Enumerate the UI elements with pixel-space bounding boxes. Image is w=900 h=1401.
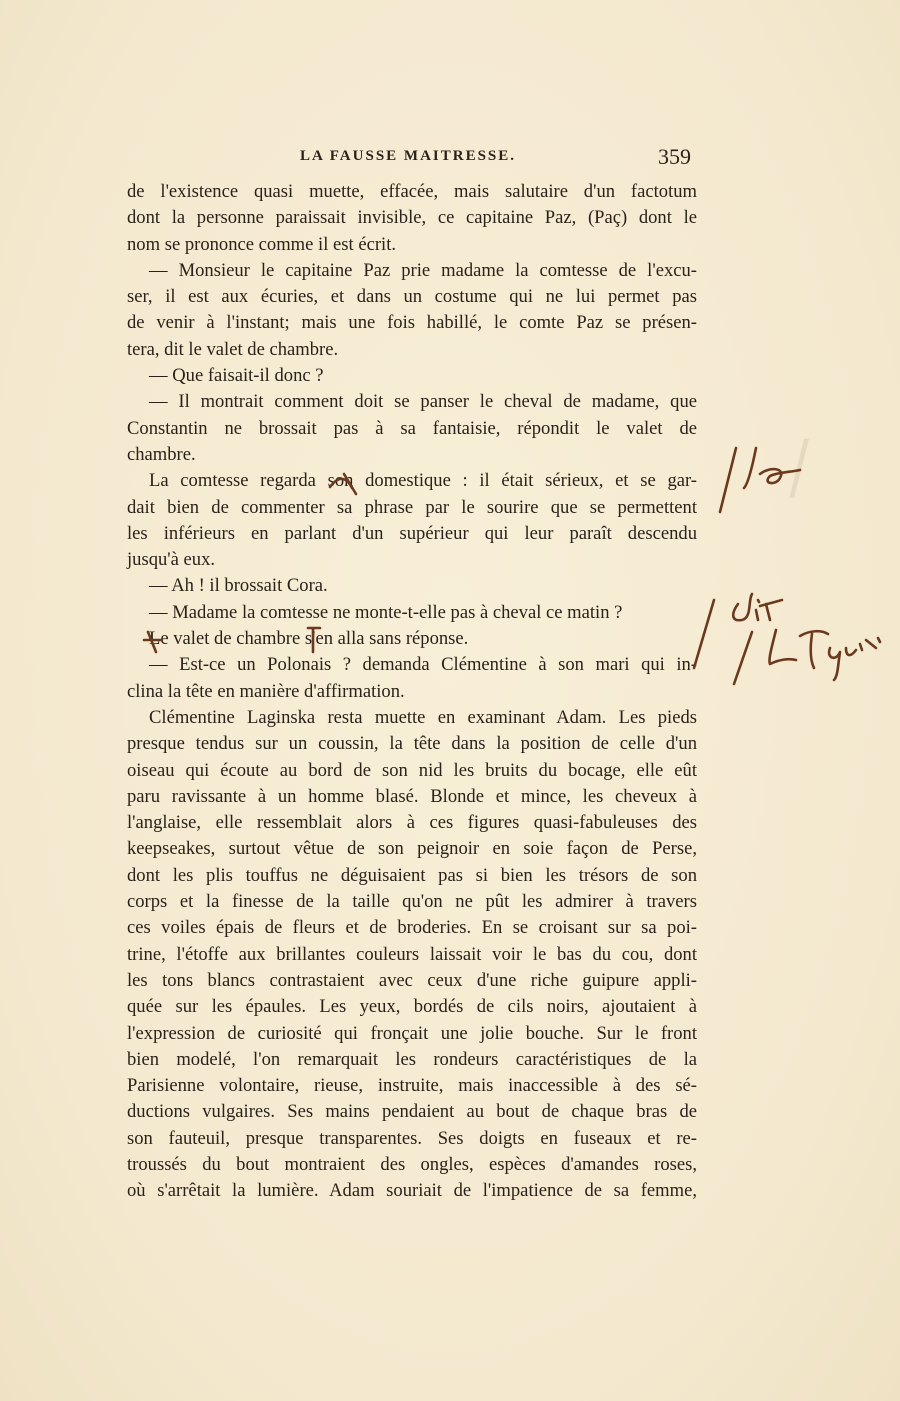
text-line: ser, il est aux écuries, et dans un costume qui ne lui permet pas	[127, 286, 697, 308]
text-line: chambre.	[127, 443, 196, 465]
text-line: oiseau qui écoute au bord de son nid les bruits du bocage, elle eût	[127, 759, 697, 781]
text-line: de venir à l'instant; mais une fois habillé, le comte Paz se présen-	[127, 312, 697, 334]
body-text	[127, 179, 697, 1205]
text-line: — Il montrait comment doit se panser le cheval de madame, que	[149, 391, 697, 413]
text-line: quée sur les épaules. Les yeux, bordés de cils noirs, ajoutaient à	[127, 996, 697, 1018]
text-line: Le valet de chambre s'en alla sans réponse.	[149, 628, 469, 650]
text-line: Constantin ne brossait pas à sa fantaisie, répondit le valet de	[127, 417, 697, 439]
text-line: les inférieurs en parlant d'un supérieur qui leur paraît descendu	[127, 522, 697, 544]
text-line: les tons blancs contrastaient avec ceux d'une riche guipure appli-	[127, 969, 697, 991]
text-line: bien modelé, l'on remarquait les rondeurs caractéristiques de la	[127, 1048, 697, 1070]
text-line: La comtesse regarda son domestique : il était sérieux, et se gar-	[149, 470, 697, 492]
text-line: nom se prononce comme il est écrit.	[127, 233, 397, 255]
text-line: clina la tête en manière d'affirmation.	[127, 680, 405, 702]
text-line: de l'existence quasi muette, effacée, mais salutaire d'un factotum	[127, 181, 697, 202]
text-line: l'expression de curiosité qui fronçait une jolie bouche. Sur le front	[127, 1022, 697, 1044]
text-line: tera, dit le valet de chambre.	[127, 338, 339, 360]
text-line: — Ah ! il brossait Cora.	[149, 575, 328, 597]
text-line: Parisienne volontaire, rieuse, instruite, mais inaccessible à des sé-	[127, 1075, 697, 1097]
text-line: presque tendus sur un coussin, la tête dans la position de celle d'un	[127, 733, 697, 755]
text-line: keepseakes, surtout vêtue de son peignoir en soie façon de Perse,	[127, 838, 697, 860]
text-line: l'anglaise, elle ressemblait alors à ces figures quasi-fabuleuses des	[127, 812, 697, 834]
text-line: — Que faisait-il donc ?	[149, 365, 324, 387]
running-title: LA FAUSSE MAITRESSE.	[300, 148, 517, 164]
text-line: ces voiles épais de fleurs et de broderies. En se croisant sur sa poi-	[127, 917, 697, 939]
text-line: dait bien de commenter sa phrase par le sourire que se permettent	[127, 496, 697, 518]
margin-note-dit	[694, 594, 782, 668]
page-number: 359	[658, 144, 691, 169]
text-line: paru ravissante à un homme blasé. Blonde et mince, les cheveux à	[127, 785, 697, 807]
text-line: ductions vulgaires. Ses mains pendaient au bout de chaque bras de	[127, 1101, 697, 1123]
text-line: où s'arrêtait la lumière. Adam souriait de l'impatience de sa femme,	[127, 1180, 697, 1202]
text-line: jusqu'à eux.	[127, 549, 216, 571]
text-line: corps et la finesse de la taille qu'on ne pût les admirer à travers	[127, 891, 697, 913]
text-line: — Est-ce un Polonais ? demanda Clémentine à son mari qui in-	[149, 654, 697, 676]
margin-note-le-t-qui	[734, 630, 880, 684]
text-line: Clémentine Laginska resta muette en examinant Adam. Les pieds	[149, 706, 697, 728]
text-line: son fauteuil, presque transparentes. Ses doigts en fuseaux et re-	[127, 1127, 697, 1149]
text-line: troussés du bout montraient des ongles, espèces d'amandes roses,	[127, 1153, 697, 1175]
text-line: — Madame la comtesse ne monte-t-elle pas à cheval ce matin ?	[149, 601, 623, 623]
text-line: trine, l'étoffe aux brillantes couleurs laissait voir le bas du cou, dont	[127, 943, 697, 965]
show-through-mark: ∣	[780, 432, 810, 498]
text-line: dont les plis touffus ne déguisaient pas si bien les trésors de son	[127, 864, 697, 886]
text-line: dont la personne paraissait invisible, ce capitaine Paz, (Paç) dont le	[127, 207, 697, 229]
text-line: — Monsieur le capitaine Paz prie madame la comtesse de l'excu-	[149, 259, 697, 281]
